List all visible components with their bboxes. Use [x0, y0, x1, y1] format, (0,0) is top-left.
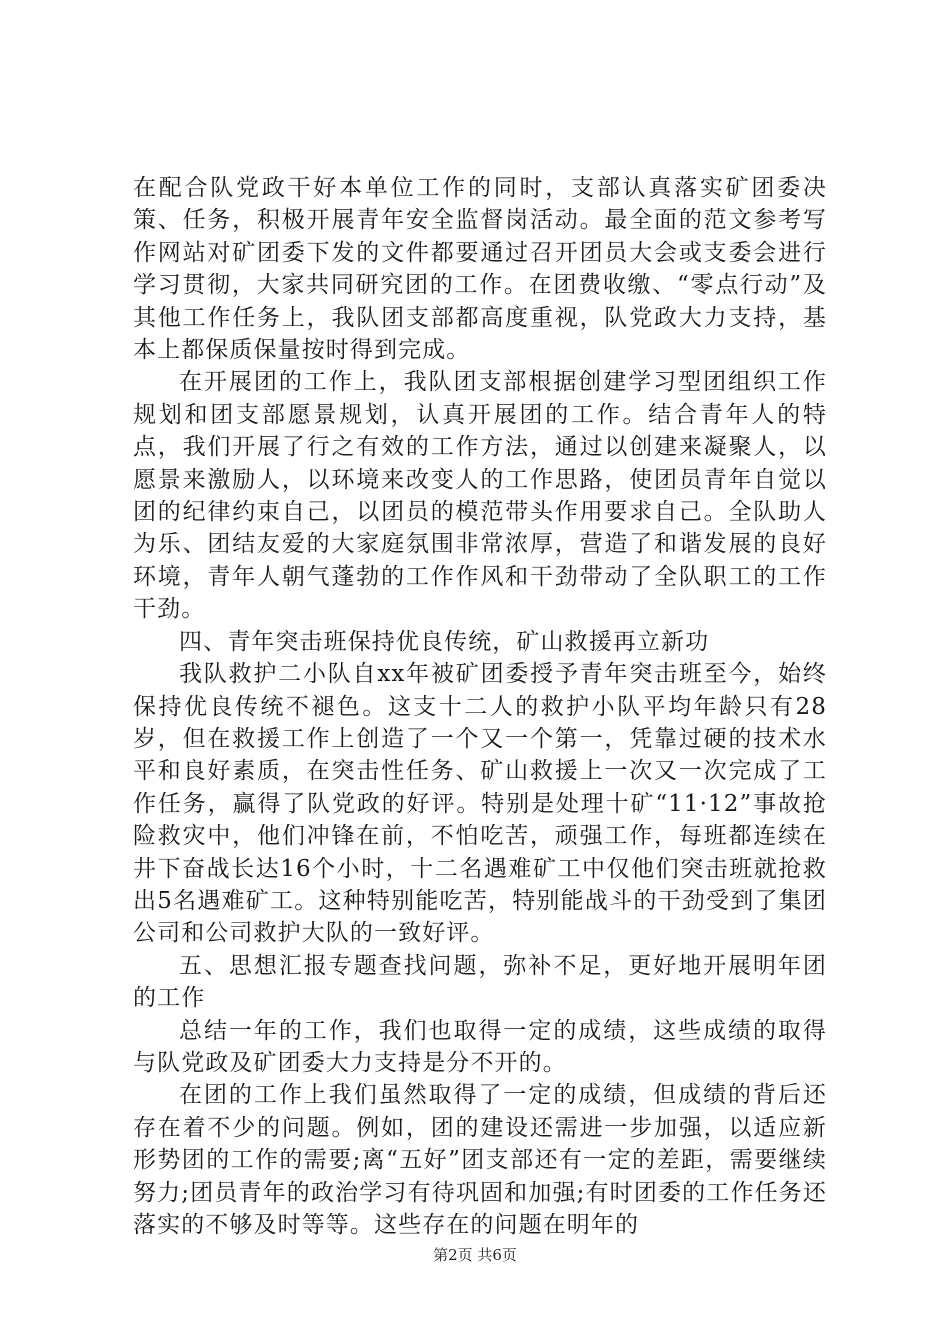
- document-body: [133, 172, 827, 1241]
- section-heading-4: 四、青年突击班保持优良传统，矿山救援再立新功: [179, 628, 710, 655]
- paragraph-4: 总结一年的工作，我们也取得一定的成绩，这些成绩的取得与队党政及矿团委大力支持是分不开的。: [133, 1017, 827, 1076]
- section-heading-5: 五、思想汇报专题查找问题，弥补不足，更好地开展明年团的工作: [133, 952, 827, 1012]
- paragraph-2: 在开展团的工作上，我队团支部根据创建学习型团组织工作规划和团支部愿景规划，认真开展团的工作。结合青年人的特点，我们开展了行之有效的工作方法，通过以创建来凝聚人，以愿景来激励人，以环境来改变人的工作思路，使团员青年自觉以团的纪律约束自己，以团员的模范带头作用要求自己。全队助人为乐、团结友爱的大家庭氛围非常浓厚，营造了和谐发展的良好环境，青年人朝气蓬勃的工作作风和干劲带动了全队职工的工作干劲。: [133, 369, 827, 623]
- paragraph-1: 在配合队党政干好本单位工作的同时，支部认真落实矿团委决策、任务，积极开展青年安全监督岗活动。最全面的范文参考写作网站对矿团委下发的文件都要通过召开团员大会或支委会进行学习贯彻，大家共同研究团的工作。在团费收缴、“零点行动”及其他工作任务上，我队团支部都高度重视，队党政大力支持，基本上都保质保量按时得到完成。: [133, 175, 827, 364]
- paragraph-5: 在团的工作上我们虽然取得了一定的成绩，但成绩的背后还存在着不少的问题。例如，团的建设还需进一步加强，以适应新形势团的工作的需要;离“五好”团支部还有一定的差距，需要继续努力;团员青年的政治学习有待巩固和加强;有时团委的工作任务还落实的不够及时等等。这些存在的问题在明年的: [133, 1082, 827, 1238]
- page-footer: 第2页 共6页: [433, 1246, 517, 1264]
- paragraph-3: 我队救护二小队自xx年被矿团委授予青年突击班至今，始终保持优良传统不褪色。这支十二人的救护小队平均年龄只有28岁，但在救援工作上创造了一个又一个第一，凭靠过硬的技术水平和良好素质，在突击性任务、矿山救援上一次又一次完成了工作任务，赢得了队党政的好评。特别是处理十矿“11·12”事故抢险救灾中，他们冲锋在前，不怕吃苦，顽强工作，每班都连续在井下奋战长达16个小时，十二名遇难矿工中仅他们突击班就抢救出5名遇难矿工。这种特别能吃苦，特别能战斗的干劲受到了集团公司和公司救护大队的一致好评。: [133, 661, 827, 947]
